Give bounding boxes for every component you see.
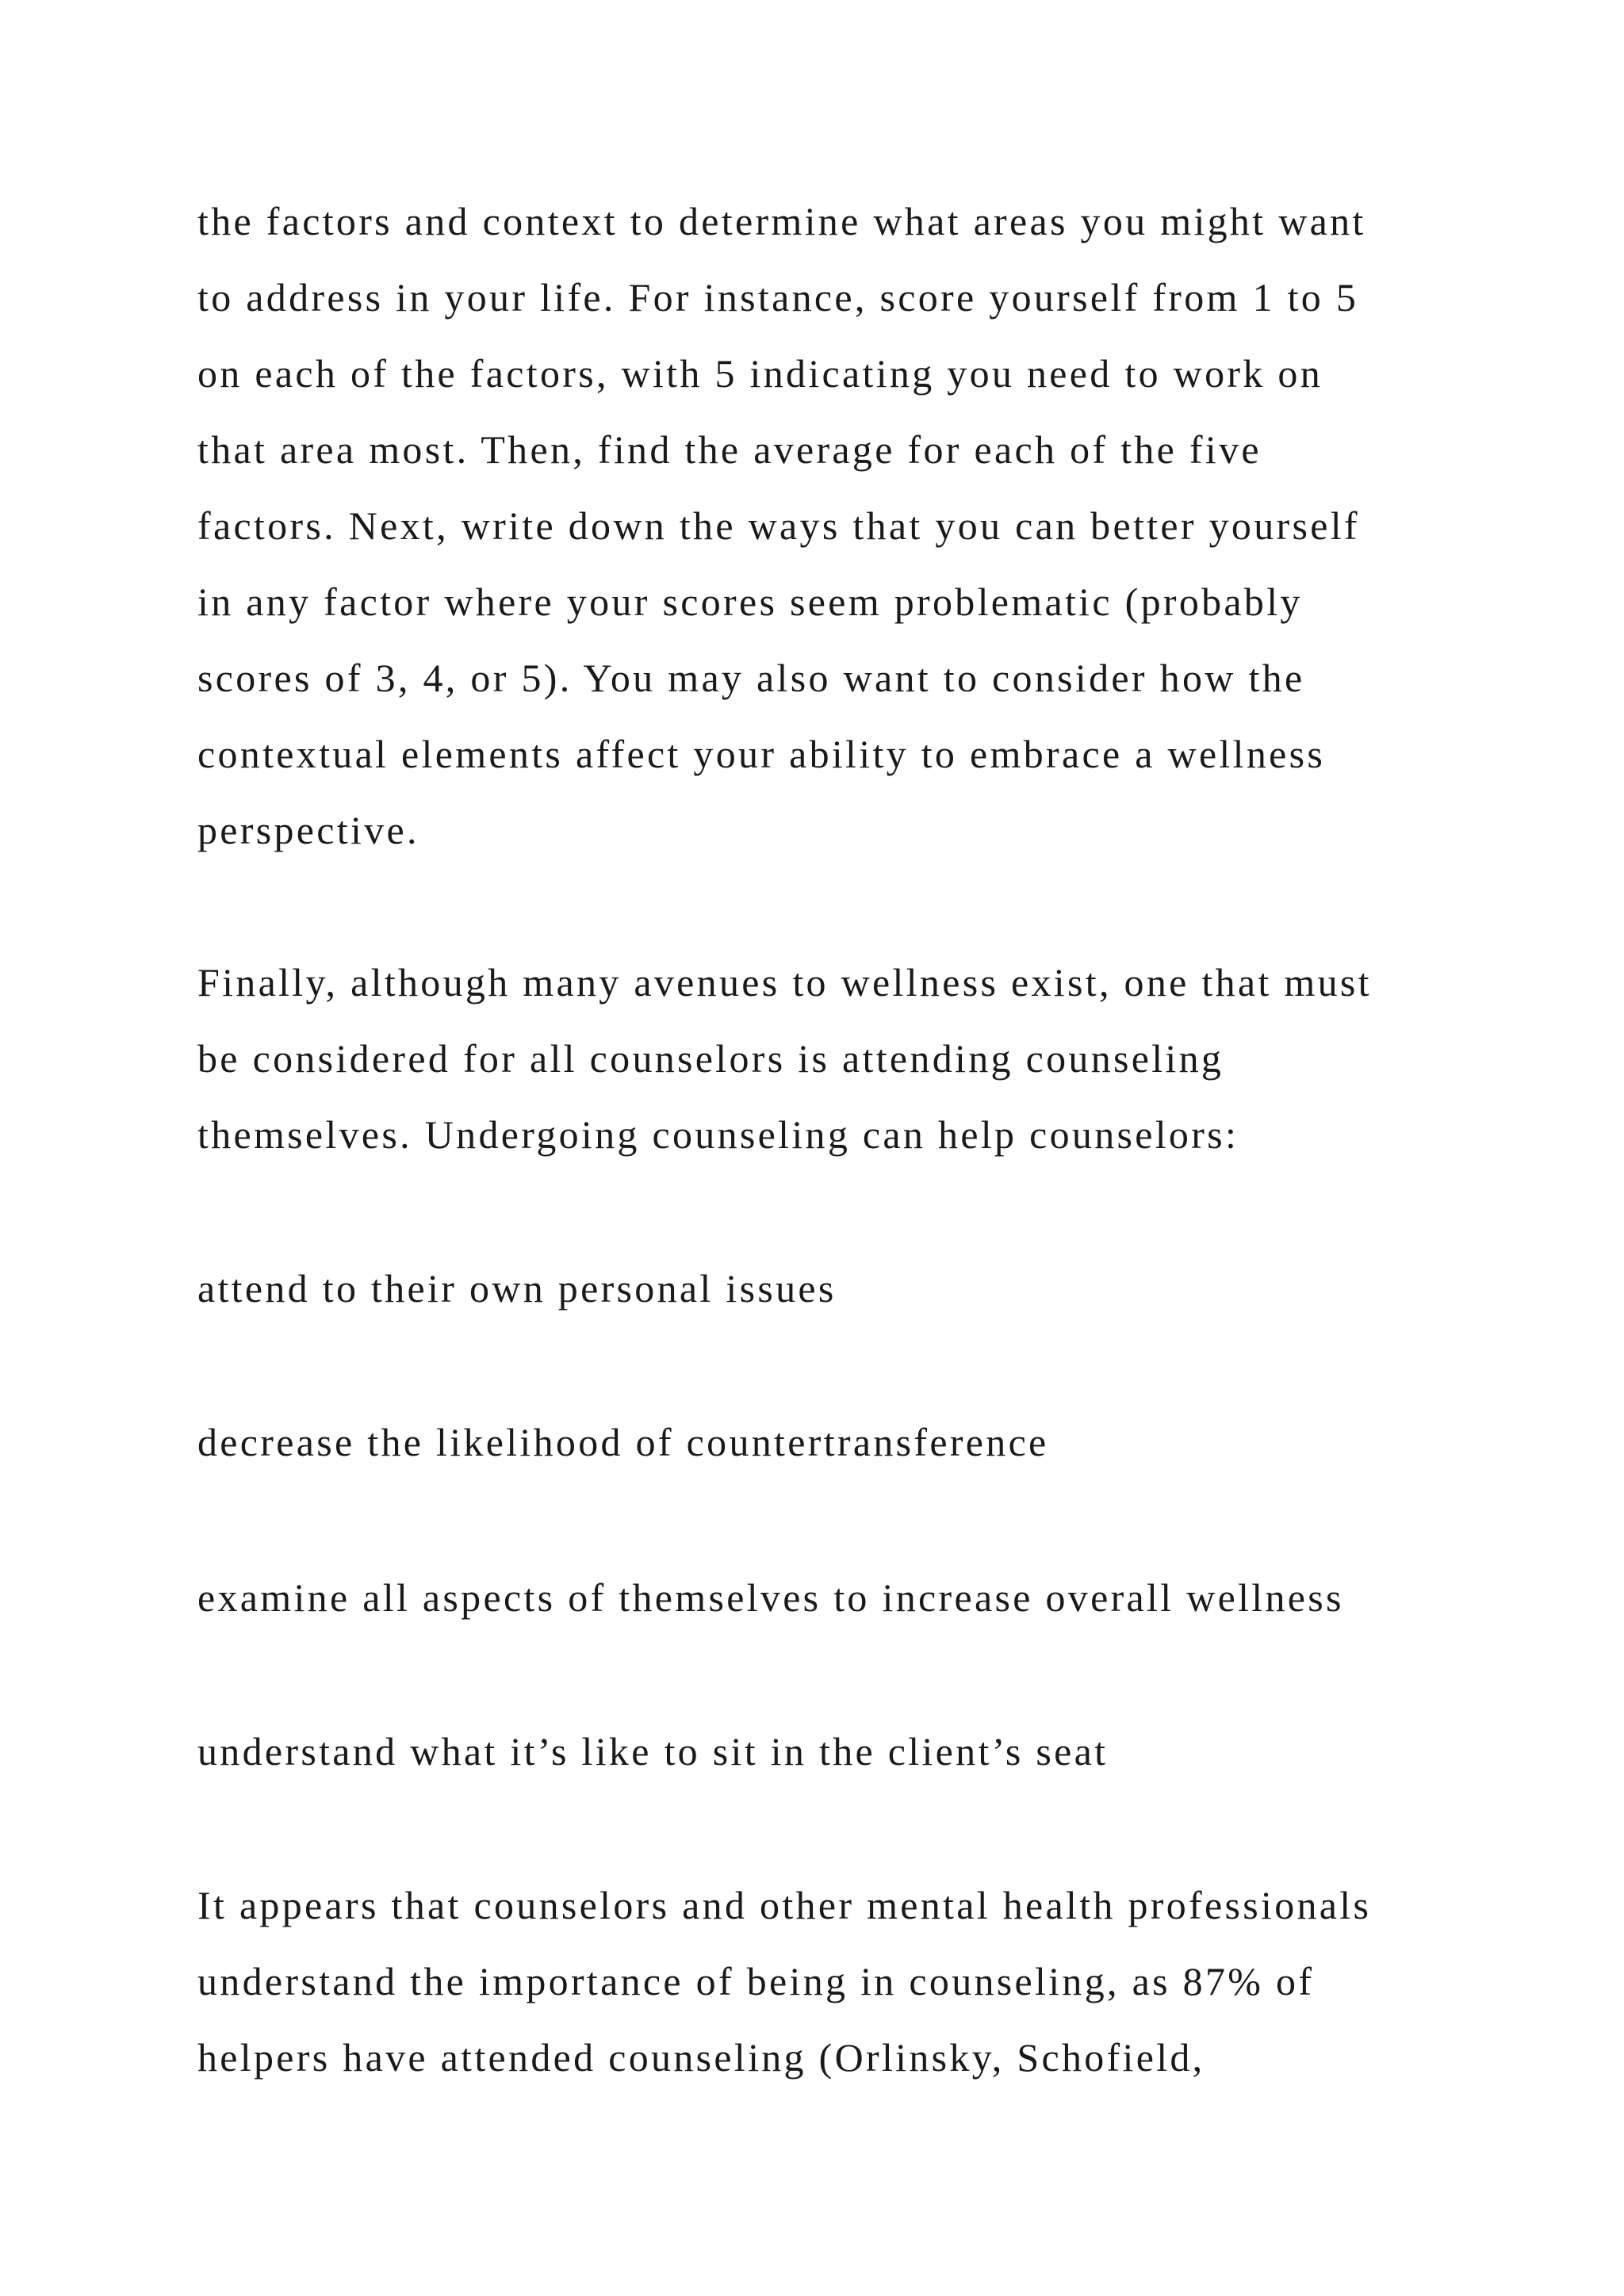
text-line: understand the importance of being in counseling, as 87% of: [197, 1959, 1315, 2003]
text-line: contextual elements affect your ability to embrace a wellness: [197, 732, 1326, 776]
text-line: scores of 3, 4, or 5). You may also want to consider how the: [197, 656, 1305, 700]
text-line: in any factor where your scores seem problematic (probably: [197, 580, 1303, 624]
list-item: examine all aspects of themselves to increase overall wellness: [197, 1575, 1344, 1620]
text-line: Finally, although many avenues to wellness exist, one that must: [197, 960, 1372, 1004]
text-line: the factors and context to determine what areas you might want: [197, 199, 1366, 243]
list-item: understand what it’s like to sit in the client’s seat: [197, 1729, 1109, 1774]
text-line: to address in your life. For instance, score yourself from 1 to 5: [197, 275, 1359, 320]
text-line: It appears that counselors and other mental health professionals: [197, 1883, 1372, 1927]
text-line: be considered for all counselors is attending counseling: [197, 1036, 1224, 1081]
list-item: attend to their own personal issues: [197, 1266, 837, 1311]
text-line: on each of the factors, with 5 indicating you need to work on: [197, 351, 1323, 396]
text-line: themselves. Undergoing counseling can help counselors:: [197, 1112, 1239, 1157]
text-line: helpers have attended counseling (Orlinsky, Schofield,: [197, 2035, 1205, 2080]
text-line: factors. Next, write down the ways that you can better yourself: [197, 503, 1360, 548]
list-item: decrease the likelihood of countertransference: [197, 1420, 1049, 1464]
text-line: that area most. Then, find the average for each of the five: [197, 427, 1262, 472]
text-line: perspective.: [197, 808, 419, 852]
